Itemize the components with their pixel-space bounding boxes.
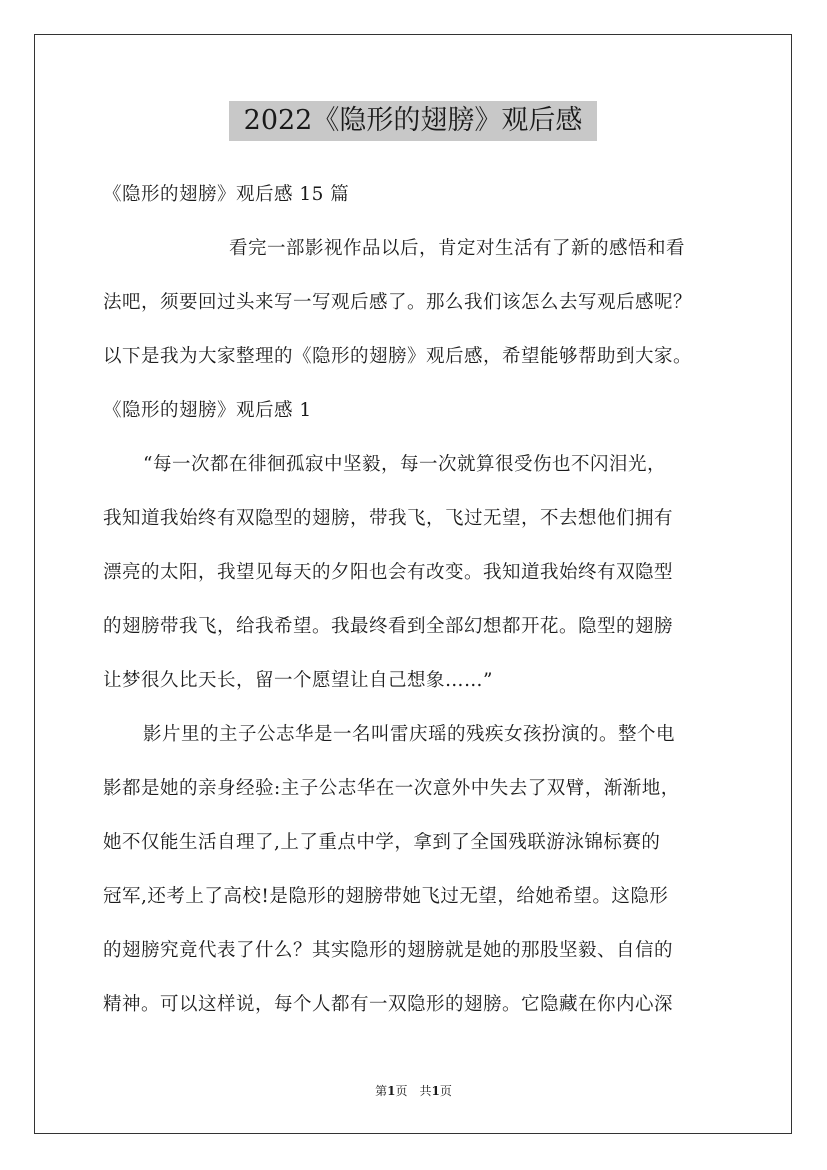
paragraph-line: 影都是她的亲身经验:主子公志华在一次意外中失去了双臂，渐渐地， — [103, 778, 680, 799]
paragraph-line: 法吧，须要回过头来写一写观后感了。那么我们该怎么去写观后感呢？ — [103, 292, 693, 313]
paragraph-line: 让梦很久比天长，留一个愿望让自己想象……” — [103, 670, 493, 691]
paragraph-line: 看完一部影视作品以后，肯定对生活有了新的感悟和看 — [229, 238, 686, 259]
paragraph-line: 的翅膀究竟代表了什么？其实隐形的翅膀就是她的那股坚毅、自信的 — [103, 940, 674, 961]
subtitle-line: 《隐形的翅膀》观后感 15 篇 — [103, 184, 350, 205]
paragraph-line: 漂亮的太阳，我望见每天的夕阳也会有改变。我知道我始终有双隐型 — [103, 562, 674, 583]
footer-page-prefix: 第 — [375, 1084, 388, 1098]
paragraph-line: 我知道我始终有双隐型的翅膀，带我飞，飞过无望，不去想他们拥有 — [103, 508, 674, 529]
paragraph-line: 她不仅能生活自理了,上了重点中学，拿到了全国残联游泳锦标赛的 — [103, 832, 661, 853]
footer-page-current: 1 — [387, 1084, 396, 1098]
footer-page-suffix: 页 — [439, 1084, 452, 1098]
paragraph-line: 冠军,还考上了高校!是隐形的翅膀带她飞过无望，给她希望。这隐形 — [103, 886, 669, 907]
document-title: 2022《隐形的翅膀》观后感 — [229, 101, 597, 141]
footer-page-total: 1 — [431, 1084, 440, 1098]
paragraph-line: 以下是我为大家整理的《隐形的翅膀》观后感，希望能够帮助到大家。 — [103, 346, 693, 367]
section-heading: 《隐形的翅膀》观后感 1 — [103, 400, 312, 421]
paragraph-line: 精神。可以这样说，每个人都有一双隐形的翅膀。它隐藏在你内心深 — [103, 994, 674, 1015]
footer-page-mid: 页 共 — [395, 1084, 432, 1098]
page-footer — [0, 1083, 827, 1099]
paragraph-line: 影片里的主子公志华是一名叫雷庆瑶的残疾女孩扮演的。整个电 — [143, 724, 676, 745]
paragraph-line: 的翅膀带我飞，给我希望。我最终看到全部幻想都开花。隐型的翅膀 — [103, 616, 674, 637]
paragraph-line: “每一次都在徘徊孤寂中坚毅，每一次就算很受伤也不闪泪光， — [143, 454, 666, 475]
